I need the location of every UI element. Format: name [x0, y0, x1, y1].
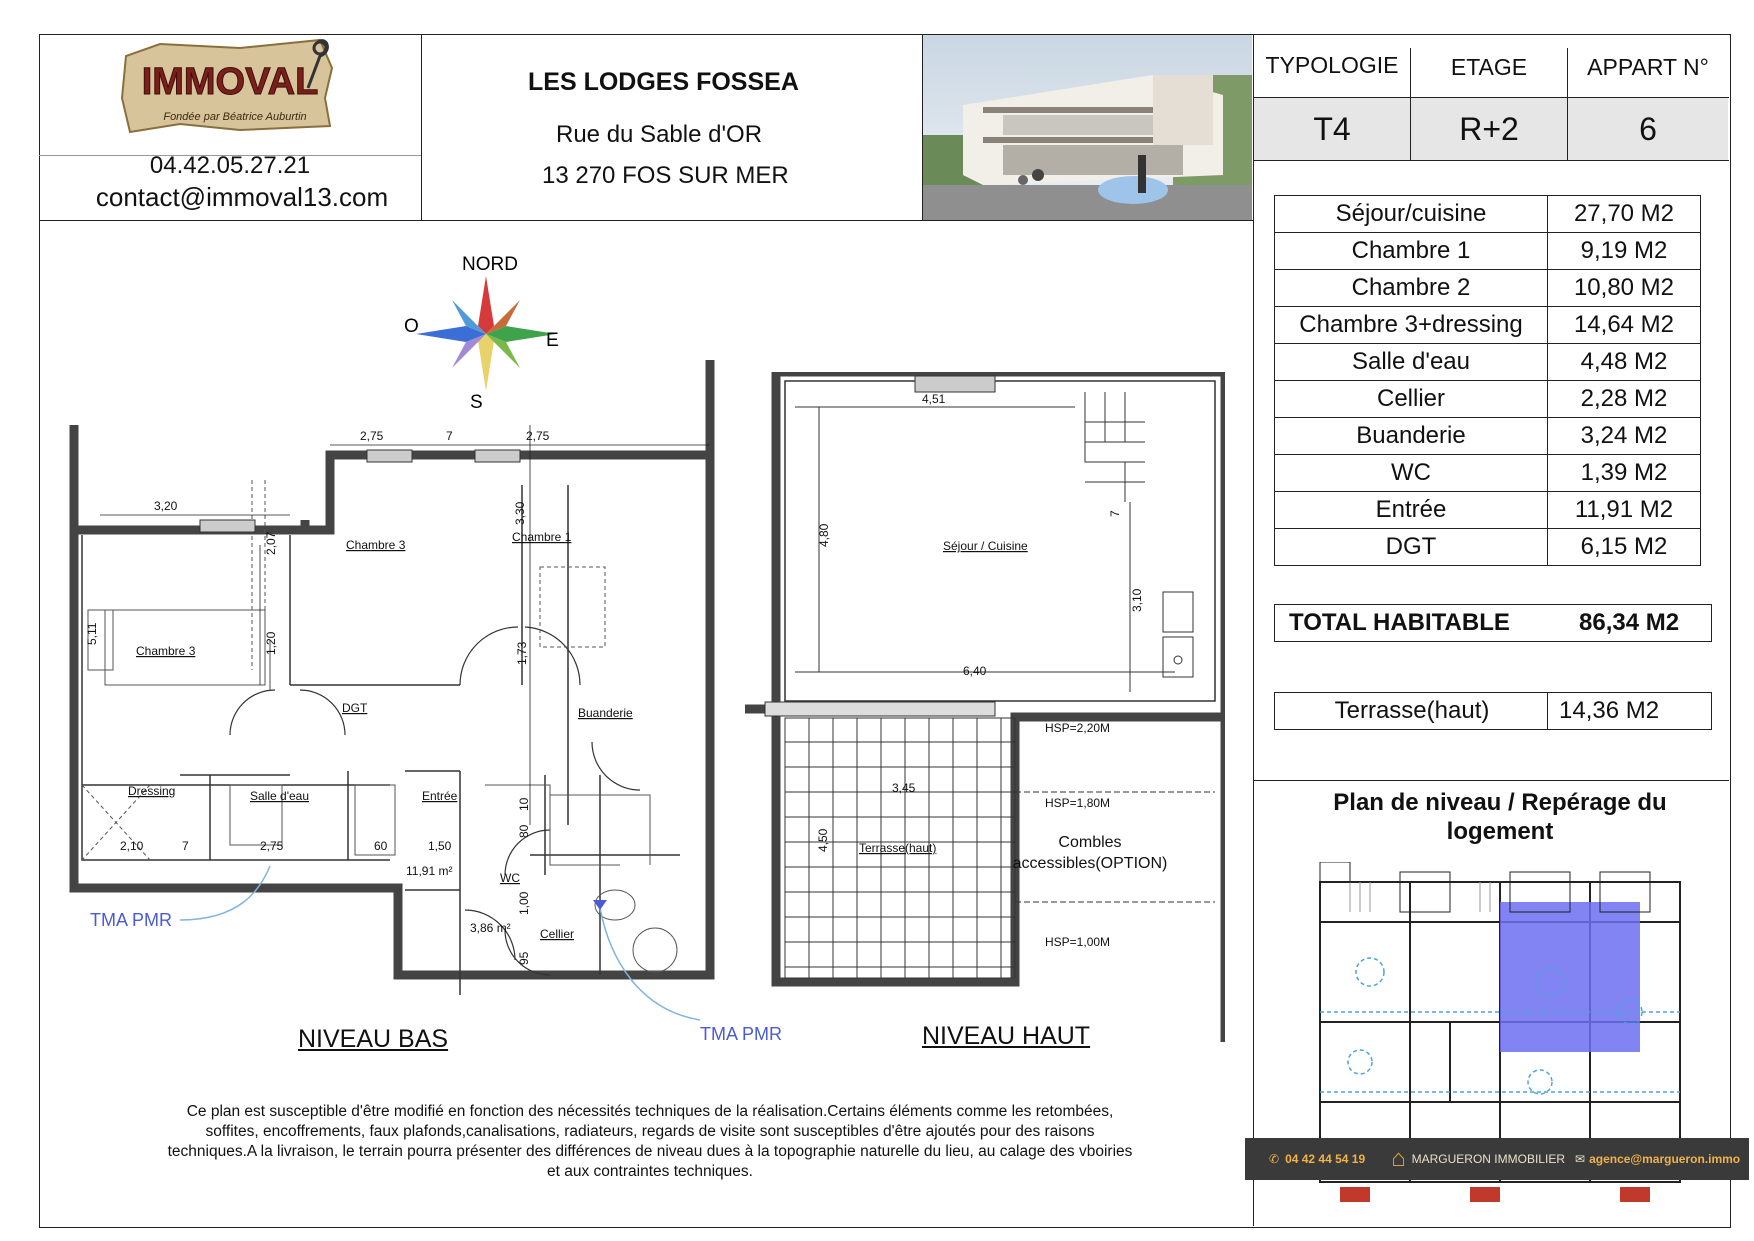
upper-level-label: NIVEAU HAUT: [922, 1022, 1091, 1050]
room-name: Chambre 1: [1275, 233, 1548, 270]
summary-value-typology: T4: [1254, 98, 1411, 160]
dim-label: 95: [517, 951, 531, 965]
terrace-box: [1274, 692, 1712, 730]
dim-label: 60: [374, 839, 388, 853]
room-row: [1275, 344, 1701, 381]
attic-label: HSP=1,00M: [1045, 935, 1111, 949]
total-habitable-box: [1274, 604, 1712, 642]
room-area: 14,64 M2: [1548, 307, 1701, 344]
dim-label: 5,11: [85, 622, 99, 645]
room-area: 6,15 M2: [1548, 529, 1701, 566]
dim-label: 1,00: [517, 891, 531, 915]
room-row: [1275, 233, 1701, 270]
room-area: 27,70 M2: [1548, 196, 1701, 233]
attic-label: Combles: [1058, 834, 1122, 851]
summary-bottom-divider: [1254, 160, 1729, 161]
dim-label: 80: [517, 824, 531, 838]
room-name: WC: [1275, 455, 1548, 492]
disclaimer-line: techniques.A la livraison, le terrain pourra présenter des différences de niveau dues à la topographie naturelle du lieu, au calage des vboiries: [167, 1143, 1133, 1160]
building-rendering: [923, 35, 1252, 220]
room-name: Séjour/cuisine: [1275, 196, 1548, 233]
room-row: [1275, 492, 1701, 529]
room-name: Salle d'eau: [1275, 344, 1548, 381]
header-divider: [39, 220, 1253, 221]
dim-label: 10: [517, 797, 531, 811]
room-row: [1275, 455, 1701, 492]
summary-table: [1254, 34, 1729, 160]
right-panel-divider: [1253, 34, 1254, 1226]
compass-south-label: S: [470, 392, 483, 413]
dim-label: 3,10: [1130, 588, 1144, 612]
dim-label: 2,75: [260, 839, 284, 853]
rooms-table: [1274, 195, 1701, 566]
banner-phone: 04 42 44 54 19: [1285, 1152, 1366, 1166]
dim-label: 7: [182, 839, 189, 853]
dim-label: 1,73: [515, 641, 529, 665]
room-label: Dressing: [128, 784, 176, 798]
logo-wordmark: IMMOVAL: [141, 61, 319, 103]
summary-header-apartment: APPART N°: [1587, 54, 1709, 80]
highlighted-apartment: [1500, 902, 1640, 1052]
mail-icon: ✉: [1575, 1152, 1586, 1166]
room-label: Chambre 1: [512, 530, 572, 544]
disclaimer-line: et aux contraintes techniques.: [547, 1163, 753, 1180]
attic-label: HSP=1,80M: [1045, 796, 1111, 810]
dim-label: 3,45: [892, 781, 916, 795]
dim-label: 4,50: [816, 828, 830, 852]
room-label: Buanderie: [578, 706, 633, 720]
disclaimer: [60, 1102, 1240, 1182]
summary-value-apartment: 6: [1568, 98, 1728, 160]
compass-north-label: NORD: [462, 254, 518, 275]
dim-label: 2,07: [264, 531, 278, 555]
dim-label: 3,30: [513, 501, 527, 525]
room-label: DGT: [342, 701, 368, 715]
dim-label: 6,40: [963, 664, 987, 678]
room-label: Salle d'eau: [250, 789, 310, 803]
attic-label: HSP=2,20M: [1045, 721, 1111, 735]
summary-header-floor: ETAGE: [1411, 48, 1568, 98]
dim-label: 2,75: [526, 429, 550, 443]
attic-label: accessibles(OPTION): [1012, 855, 1168, 872]
room-row: [1275, 381, 1701, 418]
dim-label: 2,75: [360, 429, 384, 443]
terrace-label: Terrasse(haut): [1334, 697, 1490, 724]
room-area: 11,91 M2: [1548, 492, 1701, 529]
room-area: 3,24 M2: [1548, 418, 1701, 455]
brand-logo-icon: ⌂: [1391, 1145, 1406, 1172]
agency-phone: 04.42.05.27.21: [149, 152, 311, 179]
dim-label: 7: [1108, 510, 1122, 517]
total-label: TOTAL HABITABLE: [1289, 609, 1510, 636]
room-name: Cellier: [1275, 381, 1548, 418]
dim-label: 4,80: [817, 523, 831, 547]
total-value: 86,34 M2: [1579, 609, 1680, 636]
dim-label: 11,91 m²: [406, 864, 453, 878]
room-area: 10,80 M2: [1548, 270, 1701, 307]
summary-value-floor: R+2: [1411, 98, 1568, 160]
room-label: Terrasse(haut): [859, 841, 937, 855]
tma-pmr-label: TMA PMR: [700, 1024, 783, 1044]
room-label: Chambre 3: [346, 538, 406, 552]
summary-header-typology: TYPOLOGIE: [1254, 48, 1411, 98]
agency-logo: [120, 38, 335, 134]
room-row: [1275, 196, 1701, 233]
dim-label: 3,20: [154, 499, 178, 513]
room-name: Chambre 3+dressing: [1275, 307, 1548, 344]
room-row: [1275, 270, 1701, 307]
project-name: LES LODGES FOSSEA: [528, 68, 799, 96]
terrace-value: 14,36 M2: [1559, 697, 1660, 724]
level-plan-divider: [1254, 780, 1729, 781]
disclaimer-line: soffites, encoffrements, faux plafonds,canalisations, radiateurs, regards de visite sont susceptibles d'être ajoutés pour des raisons: [205, 1123, 1095, 1140]
room-row: [1275, 307, 1701, 344]
project-street: Rue du Sable d'OR: [556, 121, 763, 148]
compass-east-label: E: [546, 330, 559, 351]
room-label: WC: [500, 871, 520, 885]
tma-pmr-label: TMA PMR: [90, 910, 173, 930]
room-row: [1275, 418, 1701, 455]
logo-tagline: Fondée par Béatrice Auburtin: [163, 111, 307, 123]
room-label: Cellier: [540, 927, 575, 941]
room-area: 9,19 M2: [1548, 233, 1701, 270]
room-area: 1,39 M2: [1548, 455, 1701, 492]
room-label: Entrée: [422, 789, 458, 803]
agency-banner: [1245, 1138, 1749, 1180]
terrace-divider: [1547, 693, 1548, 729]
room-label: Chambre 3: [136, 644, 196, 658]
room-name: Buanderie: [1275, 418, 1548, 455]
dim-label: 2,10: [120, 839, 144, 853]
room-area: 2,28 M2: [1548, 381, 1701, 418]
upper-level-plan: [745, 372, 1225, 1042]
header-divider: [421, 34, 422, 221]
project-city: 13 270 FOS SUR MER: [542, 162, 789, 189]
dim-label: 7: [446, 429, 453, 443]
room-row: [1275, 529, 1701, 566]
room-name: Entrée: [1275, 492, 1548, 529]
disclaimer-line: Ce plan est susceptible d'être modifié en fonction des nécessités techniques de la réalisation.Certains éléments comme les retombées,: [186, 1103, 1114, 1120]
dim-label: 1,20: [264, 631, 278, 655]
banner-email: agence@margueron.immo: [1589, 1152, 1741, 1166]
phone-icon: ✆: [1269, 1152, 1280, 1166]
dim-label: 4,51: [922, 392, 946, 406]
room-name: Chambre 2: [1275, 270, 1548, 307]
banner-brand: MARGUERON IMMOBILIER: [1411, 1152, 1565, 1166]
dim-label: 1,50: [428, 839, 452, 853]
compass-north-needle: [478, 276, 494, 334]
dim-label: 3,86 m²: [470, 921, 511, 935]
agency-email: contact@immoval13.com: [95, 182, 389, 212]
room-label: Séjour / Cuisine: [943, 539, 1028, 553]
level-plan-title: Plan de niveau / Repérage du logement: [1333, 789, 1667, 845]
compass-west-label: O: [404, 316, 419, 337]
room-name: DGT: [1275, 529, 1548, 566]
room-area: 4,48 M2: [1548, 344, 1701, 381]
lower-level-label: NIVEAU BAS: [298, 1025, 449, 1053]
